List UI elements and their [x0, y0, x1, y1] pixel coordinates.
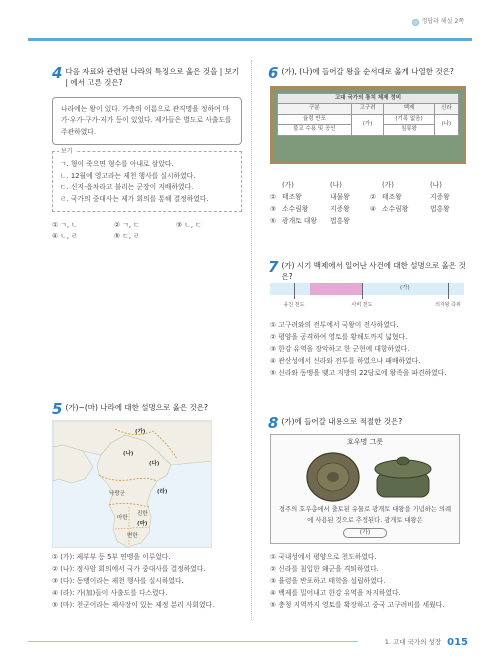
option-1[interactable]: ① 국내성에서 평양으로 천도하였다.	[270, 553, 377, 561]
answer-blank: (가)	[343, 528, 387, 538]
board-table	[277, 93, 459, 136]
map-label: (마)	[137, 521, 148, 527]
page-footer	[385, 636, 468, 650]
bogi-item: ㄴ. 12월에 영고라는 제천 행사를 실시하였다.	[60, 171, 196, 180]
option-2[interactable]: ②	[370, 192, 377, 201]
top-rule	[28, 38, 472, 41]
option-3[interactable]: ③ 한강 유역을 장악하고 한 군현에 대항하였다.	[270, 344, 410, 353]
board-header: 구분	[278, 104, 352, 114]
column-head: (가)	[282, 181, 294, 189]
board-header: 신라	[434, 104, 458, 114]
map-label: 변한	[127, 533, 138, 539]
board-cell: 율령 반포	[278, 114, 352, 124]
board-header: 고구려	[351, 104, 384, 114]
question-4	[52, 66, 242, 243]
board-cell: (가)	[351, 114, 384, 135]
option-4[interactable]: ④ 관산성에서 신라와 전투를 하였으나 패배하였다.	[270, 356, 421, 365]
question-7	[268, 260, 468, 283]
timeline-label: 웅진 천도	[283, 302, 305, 308]
timeline-marker: (가)	[400, 285, 410, 291]
option-5[interactable]: ⑤ 충청 지역까지 영토를 확장하고 중국 고구려비를 세웠다.	[270, 600, 445, 609]
question-number: 5	[52, 400, 63, 418]
option-1[interactable]: ① ㄱ, ㄴ	[52, 220, 78, 229]
timeline-segment	[310, 283, 362, 295]
timeline-tick	[362, 283, 363, 299]
page-number: 015	[447, 636, 468, 648]
map-label: (라)	[157, 489, 168, 495]
answer-options	[52, 220, 242, 244]
question-number: 6	[268, 64, 279, 82]
question-5	[52, 402, 242, 417]
column-divider	[251, 60, 252, 620]
circle-icon	[412, 19, 419, 26]
peninsula-map-graphic	[53, 421, 212, 548]
source-passage	[52, 97, 242, 146]
answer-options	[52, 552, 248, 611]
bogi-item: ㄷ. 신지·읍차라고 불리는 군장이 지배하였다.	[60, 183, 194, 192]
option-cell: 광개토 대왕	[282, 216, 317, 225]
footer-rule	[28, 641, 358, 642]
option-cell: 내물왕	[330, 192, 350, 201]
option-cell: 태조왕	[382, 192, 402, 201]
question-text: (가)~(마) 나라에 대한 설명으로 옳은 것은?	[65, 403, 209, 412]
question-number: 8	[268, 414, 279, 432]
option-4[interactable]: ④ ㄴ, ㄹ	[52, 232, 78, 241]
option-cell: 지증왕	[430, 192, 450, 201]
timeline-tick	[294, 283, 295, 299]
timeline-label: 의자왕 즉위	[435, 302, 461, 308]
option-cell: 법흥왕	[430, 204, 450, 213]
board-cell: (기록 없음)	[384, 114, 434, 124]
bogi-box	[52, 148, 242, 211]
option-5[interactable]: ⑤ 신라와 동맹을 맺고 지방의 22담로에 왕족을 파견하였다.	[270, 368, 447, 377]
board-cell: 불교 수용 및 공인	[278, 125, 352, 135]
option-1[interactable]: ①	[270, 192, 277, 201]
answer-options	[270, 180, 466, 228]
option-cell: 태조왕	[282, 192, 302, 201]
question-6	[268, 66, 468, 81]
map-label: 마한	[117, 515, 128, 521]
option-cell: 소수림왕	[282, 204, 309, 213]
option-cell: 소수림왕	[382, 204, 409, 213]
board-cell: (나)	[434, 114, 458, 135]
option-3[interactable]: ③ (다): 동맹이라는 제천 행사를 실시하였다.	[52, 576, 184, 585]
option-2[interactable]: ② 평양을 공격하여 영토를 황해도까지 넓혔다.	[270, 332, 408, 341]
map-label: (나)	[123, 451, 134, 457]
artifact-caption: 경주의 호우총에서 출토된 유물로 광개토 대왕을 기념하는 의례에 사용된 것으로 추정된다. 광개토 대왕은	[278, 506, 452, 524]
artifact-title: 호우명 그릇	[346, 438, 384, 446]
column-head: (가)	[382, 181, 394, 189]
option-2[interactable]: ② 신라를 침입한 왜군을 격퇴하였다.	[270, 564, 379, 573]
option-4[interactable]: ④	[370, 204, 377, 213]
column-head: (나)	[430, 181, 442, 189]
question-8	[268, 416, 468, 431]
map-label: 진한	[137, 511, 148, 517]
option-2[interactable]: ② (나): 정사암 회의에서 국가 중대사를 결정하였다.	[52, 564, 206, 573]
option-5[interactable]: ⑤ ㄷ, ㄹ	[114, 232, 140, 241]
bogi-item: ㄱ. 형이 죽으면 형수를 아내로 삼았다.	[60, 160, 174, 169]
timeline-tick	[448, 283, 449, 299]
artifact-box	[270, 434, 460, 544]
option-3[interactable]: ③ 율령을 반포하고 태학을 설립하였다.	[270, 576, 386, 585]
map-label: (가)	[135, 429, 146, 435]
option-5[interactable]: ⑤	[270, 216, 277, 225]
option-cell: 법흥왕	[330, 216, 350, 225]
chalkboard	[270, 86, 466, 164]
option-cell: 지증왕	[330, 204, 350, 213]
answer-guide-tag	[412, 18, 464, 26]
question-number: 7	[268, 258, 279, 276]
question-text: 다음 자료와 관련된 나라의 특징으로 옳은 것을 | 보기 | 에서 고른 것은?	[65, 67, 240, 87]
map-label: 낙랑군	[109, 491, 125, 497]
option-4[interactable]: ④ (라): 가(加)들이 사출도를 다스렸다.	[52, 588, 168, 597]
option-2[interactable]: ② ㄱ, ㄷ	[114, 220, 140, 229]
passage-text: 나라에는 왕이 있다. 가축의 이름으로 관직명을 정하여 마가·우가·구가·저가 등이 있었다. 제가들은 별도로 사출도를 주관하였다.	[61, 104, 232, 136]
board-cell: 침류왕	[384, 125, 434, 135]
answer-options	[270, 320, 466, 379]
map	[52, 420, 212, 548]
column-head: (나)	[330, 181, 342, 189]
map-label: (다)	[149, 461, 160, 467]
answer-guide-text: 정답과 해설 2쪽	[421, 18, 464, 25]
timeline	[270, 283, 464, 313]
answer-options	[270, 552, 470, 611]
option-5[interactable]: ⑤ (마): 천군이라는 제사장이 있는 제정 분리 사회였다.	[52, 600, 215, 609]
option-4[interactable]: ④ 백제를 밀어내고 한강 유역을 차지하였다.	[270, 588, 401, 597]
question-text: (가) 시기 백제에서 일어난 사건에 대한 설명으로 옳은 것은?	[281, 261, 466, 281]
option-3[interactable]: ③	[270, 204, 277, 213]
section-title: 1. 고대 국가의 성장	[384, 637, 442, 646]
bogi-item: ㄹ. 국가의 중대사는 제가 회의를 통해 결정하였다.	[60, 195, 209, 204]
question-text: (가)에 들어갈 내용으로 적절한 것은?	[281, 417, 403, 426]
bogi-tag: 보기	[59, 147, 75, 157]
question-number: 4	[52, 64, 63, 82]
option-1[interactable]: ① (가): 제부부 등 5부 연맹을 이루었다.	[52, 553, 171, 561]
option-1[interactable]: ① 고구려와의 전투에서 국왕이 전사하였다.	[270, 321, 399, 329]
bronze-bowl-image	[271, 447, 461, 505]
timeline-segment	[270, 283, 310, 295]
timeline-label: 사비 천도	[351, 302, 373, 308]
board-title: 고대 국가의 통치 체제 정비	[278, 94, 459, 104]
board-header: 백제	[384, 104, 434, 114]
question-text: (가), (나)에 들어갈 왕을 순서대로 옳게 나열한 것은?	[281, 67, 454, 76]
option-3[interactable]: ③ ㄴ, ㄷ	[176, 220, 202, 229]
